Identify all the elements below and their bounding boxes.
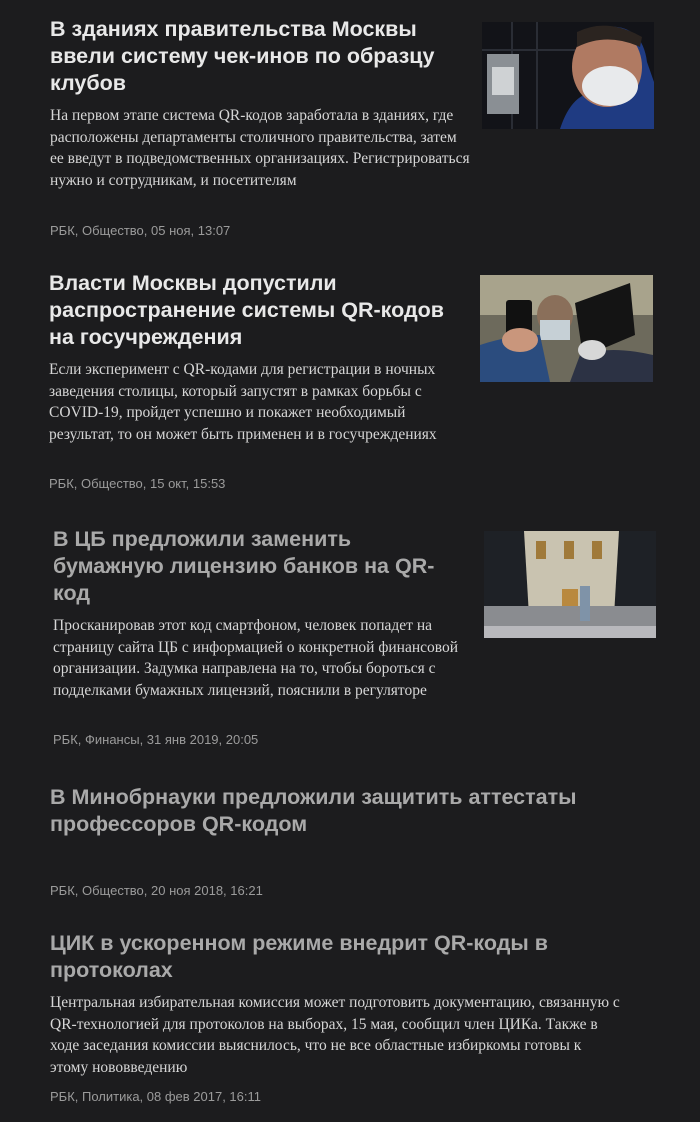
news-title-link[interactable]: Власти Москвы допустили распространение системы QR-кодов на госучреждения	[49, 271, 444, 349]
photo-illustration	[482, 22, 654, 129]
news-title-link[interactable]: В Минобрнауки предложили защитить аттестаты профессоров QR-кодом	[50, 785, 577, 836]
news-meta: РБК, Политика, 08 фев 2017, 16:11	[50, 1089, 262, 1104]
news-meta: РБК, Общество, 20 ноя 2018, 16:21	[50, 883, 263, 898]
news-summary: Центральная избирательная комиссия может подготовить документацию, связанную с QR-технологией для протоколов на выборах, 15 мая, сообщил член ЦИКа. Также в ходе заседания комиссии выяснилось, что не все областные избиркомы готовы к этому нововведению	[50, 994, 620, 1076]
news-item	[50, 16, 470, 246]
news-meta: РБК, Общество, 15 окт, 15:53	[49, 476, 226, 491]
news-item	[53, 526, 465, 756]
news-summary: На первом этапе система QR-кодов заработала в зданиях, где расположены департаменты столичного правительства, затем ее введут в подведомственных организациях. Регистрироваться нужно и сотрудникам, и посетителям	[50, 107, 470, 189]
news-summary: Просканировав этот код смартфоном, человек попадет на страницу сайта ЦБ с информацией о конкретной финансовой организации. Задумка направлена на то, чтобы бороться с подделками бумажных лицензий, пояснили в регуляторе	[53, 617, 459, 699]
news-title-link[interactable]: ЦИК в ускоренном режиме внедрит QR-коды в протоколах	[50, 931, 548, 982]
photo-illustration	[484, 531, 656, 638]
news-thumbnail-phones[interactable]	[480, 275, 653, 382]
news-title-link[interactable]: В ЦБ предложили заменить бумажную лицензию банков на QR-код	[53, 527, 435, 605]
news-title-link[interactable]: В зданиях правительства Москвы ввели систему чек-инов по образцу клубов	[50, 17, 435, 95]
news-item	[50, 784, 650, 904]
news-thumbnail-central-bank[interactable]	[484, 531, 656, 638]
news-thumbnail-masked-man-qr[interactable]	[482, 22, 654, 129]
news-meta: РБК, Финансы, 31 янв 2019, 20:05	[53, 732, 259, 747]
photo-illustration	[480, 275, 653, 382]
news-item	[50, 930, 620, 1120]
news-meta: РБК, Общество, 05 ноя, 13:07	[50, 223, 231, 238]
news-item	[49, 270, 469, 500]
news-summary: Если эксперимент с QR-кодами для регистрации в ночных заведения столицы, который запустят в рамках борьбы с COVID-19, пройдет успешно и покажет необходимый результат, то он может быть применен и в госучреждениях	[49, 361, 437, 443]
